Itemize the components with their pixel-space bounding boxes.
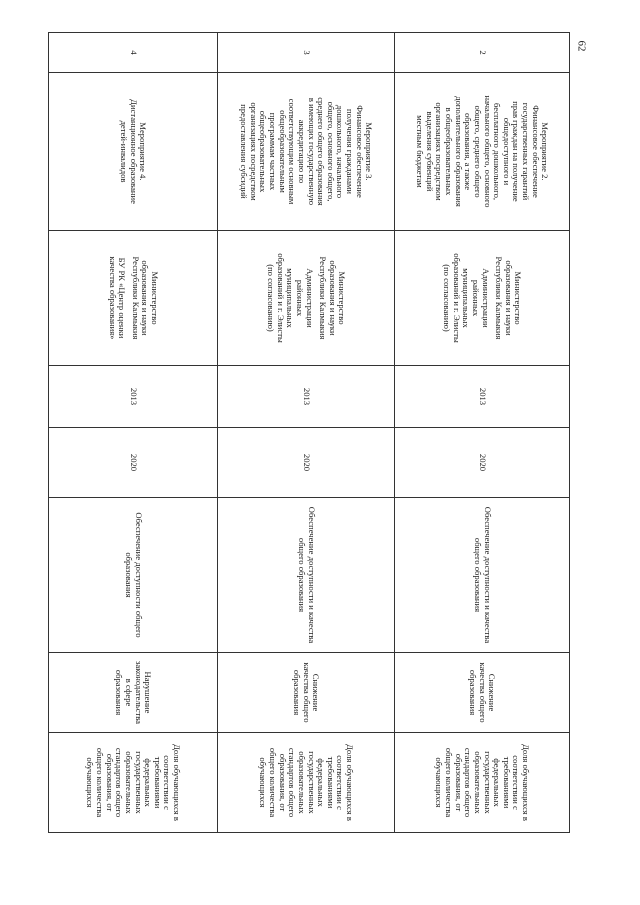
table-row — [218, 33, 395, 833]
end-year: 2020 — [218, 428, 395, 498]
measure-name: Мероприятие 4. Дистанционное образование детей-инвалидов — [49, 73, 218, 231]
rotated-table-frame — [70, 32, 570, 832]
non-implementation-consequence: Снижение качества общего образования — [218, 653, 395, 733]
row-number: 3 — [218, 33, 395, 73]
non-implementation-consequence: Снижение качества общего образования — [395, 653, 570, 733]
start-year: 2013 — [49, 366, 218, 428]
related-indicator: Доля обучающихся в соответствии с требованиями федеральных государственных образовательных стандартов общего образования, от общего количества обучающихся — [395, 733, 570, 833]
expected-result: Обеспечение доступности и качества общего образования — [395, 498, 570, 653]
related-indicator: Доля обучающихся в соответствии с требованиями федеральных государственных образовательных стандартов общего образования, от общего количества обучающихся — [218, 733, 395, 833]
table-row — [49, 33, 218, 833]
end-year: 2020 — [49, 428, 218, 498]
expected-result: Обеспечение доступности и качества общего образования — [218, 498, 395, 653]
page-number: 62 — [575, 40, 588, 52]
row-number: 2 — [395, 33, 570, 73]
related-indicator: Доля обучающихся в соответствии с требованиями федеральных государственных образовательных стандартов общего образования, от общего количества обучающихся — [49, 733, 218, 833]
start-year: 2013 — [395, 366, 570, 428]
measure-name: Мероприятие 2. Финансовое обеспечение государственных гарантий прав граждан на получение общедоступного и бесплатного дошкольного, начального общего, основного общего, среднего общего образования, а также дополнительного образования в общеобразовательных организациях посредством выделения субвенций местным бюджетам — [395, 73, 570, 231]
measures-table — [48, 32, 570, 833]
expected-result: Обеспечение доступности общего образования — [49, 498, 218, 653]
table-body — [49, 33, 570, 833]
table-row — [395, 33, 570, 833]
executors: Министерство образования и науки Республики Калмыкия БУ РК «Центр оценки качества образования» — [49, 231, 218, 366]
end-year: 2020 — [395, 428, 570, 498]
measure-name: Мероприятие 3. Финансовое обеспечение получения гражданами дошкольного, начального общего, основного общего, среднего общего образования в имеющих государственную аккредитацию по соответствующим основным общеобразовательным программам частных общеобразовательных организациях посредством предоставления субсидий — [218, 73, 395, 231]
executors: Министерство образования и науки Республики Калмыкия Администрации районных муниципальных образований и г. Элисты (по согласованию) — [218, 231, 395, 366]
start-year: 2013 — [218, 366, 395, 428]
row-number: 4 — [49, 33, 218, 73]
executors: Министерство образования и науки Республики Калмыкия Администрации районных муниципальных образований и г. Элисты (по согласованию) — [395, 231, 570, 366]
non-implementation-consequence: Нарушение законодательства в сфере образования — [49, 653, 218, 733]
